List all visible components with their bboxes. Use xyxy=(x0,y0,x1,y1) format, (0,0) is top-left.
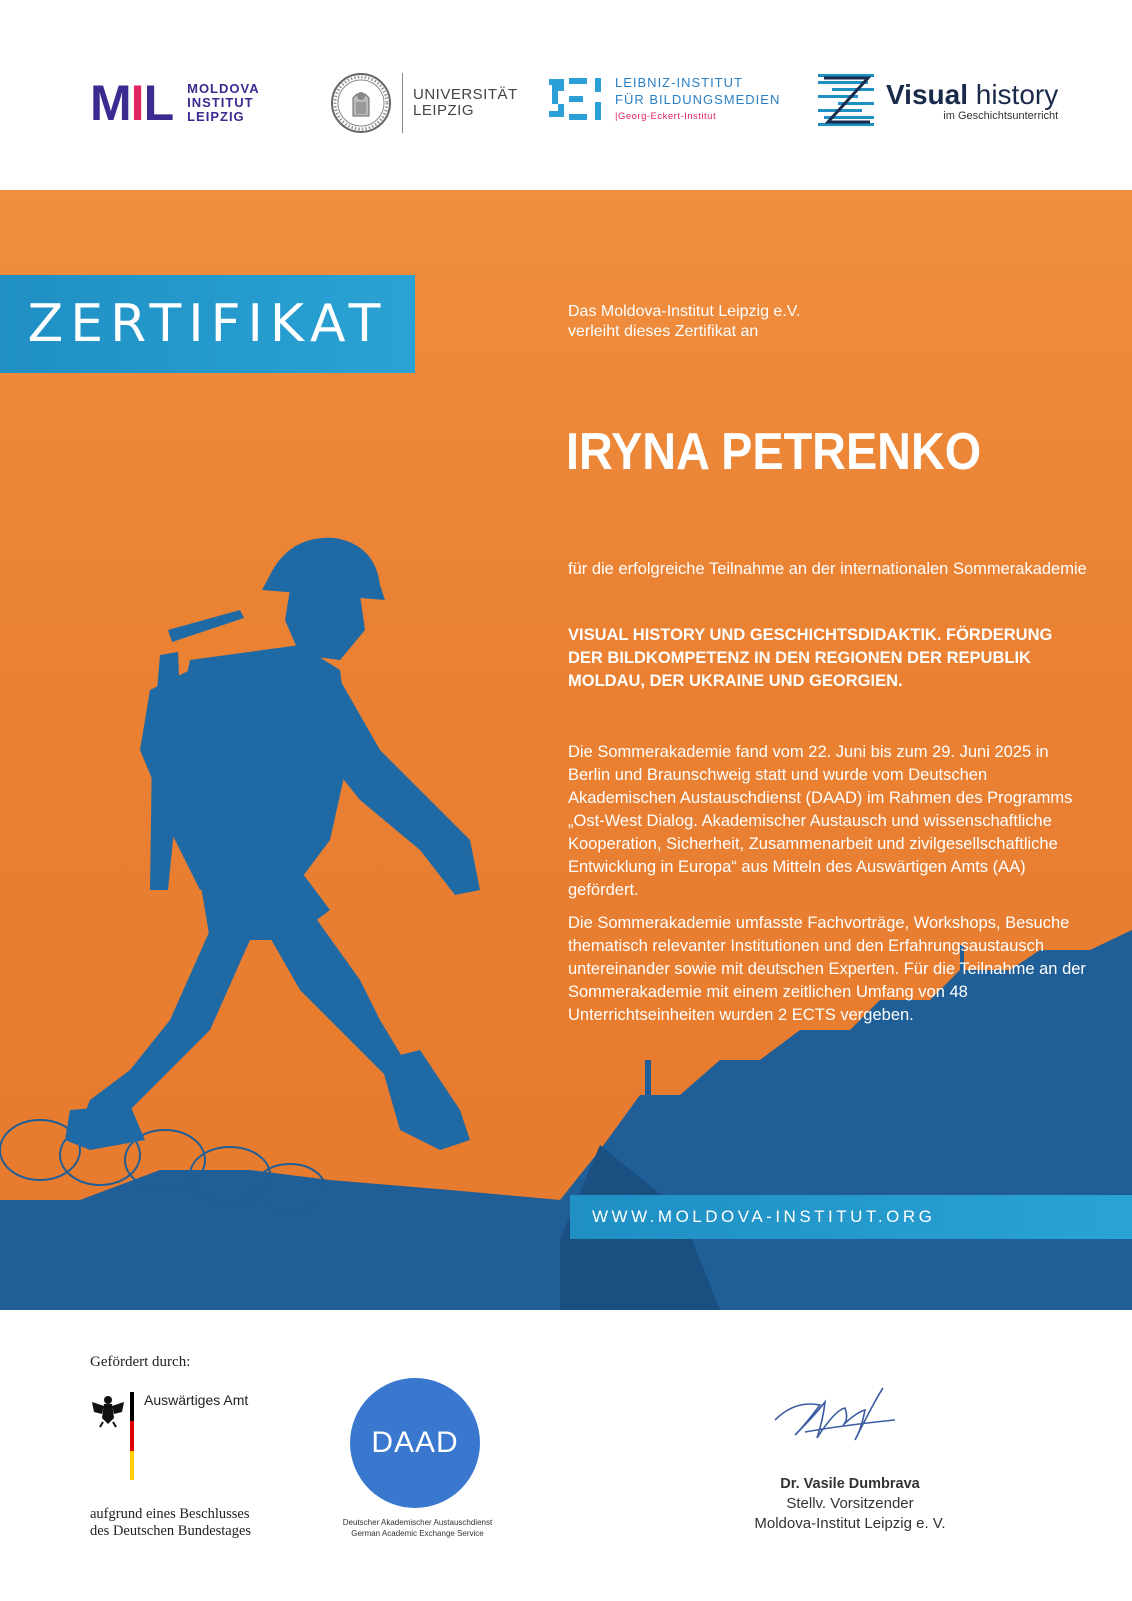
mil-mark-m: M xyxy=(90,75,131,131)
mil-line-2: INSTITUT xyxy=(187,95,254,110)
website-url[interactable]: WWW.MOLDOVA-INSTITUT.ORG xyxy=(592,1207,936,1226)
federal-eagle-icon xyxy=(90,1392,126,1428)
visual-history-logo xyxy=(818,72,1058,130)
aa-note xyxy=(90,1506,251,1540)
funded-by-label: Gefördert durch: xyxy=(90,1354,191,1370)
aa-name: Auswärtiges Amt xyxy=(144,1392,249,1408)
daad-sub-line-2: German Academic Exchange Service xyxy=(351,1529,484,1538)
signature xyxy=(765,1380,905,1450)
gei-logo-text xyxy=(615,74,780,125)
certificate-banner xyxy=(0,190,1132,1310)
uni-logo-text xyxy=(413,87,518,119)
certificate-heading-box xyxy=(0,275,415,373)
visual-history-mark-icon xyxy=(818,72,876,130)
daad-logo xyxy=(350,1378,480,1508)
intro-line-2: verleiht dieses Zertifikat an xyxy=(568,323,759,340)
daad-logo-text: DAAD xyxy=(371,1426,459,1459)
university-leipzig-logo xyxy=(330,72,518,134)
certificate-intro xyxy=(568,302,800,342)
certificate-heading: ZERTIFIKAT xyxy=(27,294,388,354)
mil-logo-text xyxy=(187,82,259,124)
signer-name: Dr. Vasile Dumbrava xyxy=(780,1476,920,1492)
signer-org: Moldova-Institut Leipzig e. V. xyxy=(754,1515,946,1532)
mil-mark-l: L xyxy=(143,75,174,131)
mil-logo xyxy=(90,75,260,131)
signer-block xyxy=(740,1474,960,1534)
gei-logo xyxy=(545,74,780,130)
signer-role: Stellv. Vorsitzender xyxy=(786,1495,914,1512)
gei-line-3: |Georg-Eckert-Institut xyxy=(615,111,717,122)
german-flag-bar xyxy=(130,1392,134,1480)
mil-line-1: MOLDOVA xyxy=(187,81,260,96)
program-title: VISUAL HISTORY UND GESCHICHTSDIDAKTIK. FÖRDERUNG DER BILDKOMPETENZ IN DEN REGIONEN DER REPUBLIK MOLDAU, DER UKRAINE UND GEORGIEN. xyxy=(568,626,1053,690)
uni-line-2: LEIPZIG xyxy=(413,102,475,119)
vh-subtitle: im Geschichtsunterricht xyxy=(943,110,1059,122)
university-seal-icon xyxy=(330,72,392,134)
daad-subtitle xyxy=(320,1517,515,1539)
gei-line-1: LEIBNIZ-INSTITUT xyxy=(615,75,743,90)
mil-mark-i: I xyxy=(130,75,144,131)
mil-line-3: LEIPZIG xyxy=(187,109,245,124)
vh-title-bold: Visual xyxy=(886,79,968,110)
header-logos xyxy=(0,0,1132,190)
aa-note-line-2: des Deutschen Bundestages xyxy=(90,1523,252,1539)
vh-title-light: history xyxy=(975,79,1059,110)
auswaertiges-amt-logo xyxy=(90,1392,248,1480)
mil-logo-mark xyxy=(90,75,174,131)
program-description: Die Sommerakademie fand vom 22. Juni bis zum 29. Juni 2025 in Berlin und Braunschweig statt und wurde vom Deutschen Akademischen Austauschdienst (DAAD) im Rahmen des Programms „Ost-West Dialog. Akademischer Austausch und wissenschaftliche Kooperation, Sicherheit, Zusammenarbeit und zivilgesellschaftliche Entwicklung in Europa“ aus Mitteln des Auswärtigen Amts (AA) gefördert. xyxy=(568,743,1073,899)
gei-line-2: FÜR BILDUNGSMEDIEN xyxy=(615,92,781,107)
website-bar xyxy=(570,1195,1132,1239)
visual-history-text xyxy=(886,80,1058,122)
recipient-name: IRYNA PETRENKO xyxy=(566,423,982,481)
intro-line-1: Das Moldova-Institut Leipzig e.V. xyxy=(568,303,801,320)
participation-text: für die erfolgreiche Teilnahme an der internationalen Sommerakademie xyxy=(568,560,1087,578)
visual-history-title xyxy=(886,80,1058,110)
program-details: Die Sommerakademie umfasste Fachvorträge, Workshops, Besuche thematisch relevanter Institutionen und den Erfahrungsaustausch untereinander sowie mit deutschen Experten. Für die Teilnahme an der Sommerakademie mit einem zeitlichen Umfang von 48 Unterrichtseinheiten wurden 2 ECTS vergeben. xyxy=(568,914,1086,1024)
gei-logo-mark-icon xyxy=(545,74,607,130)
uni-separator xyxy=(402,73,403,133)
uni-line-1: UNIVERSITÄT xyxy=(413,86,518,103)
aa-note-line-1: aufgrund eines Beschlusses xyxy=(90,1506,250,1522)
daad-sub-line-1: Deutscher Akademischer Austauschdienst xyxy=(342,1518,493,1527)
